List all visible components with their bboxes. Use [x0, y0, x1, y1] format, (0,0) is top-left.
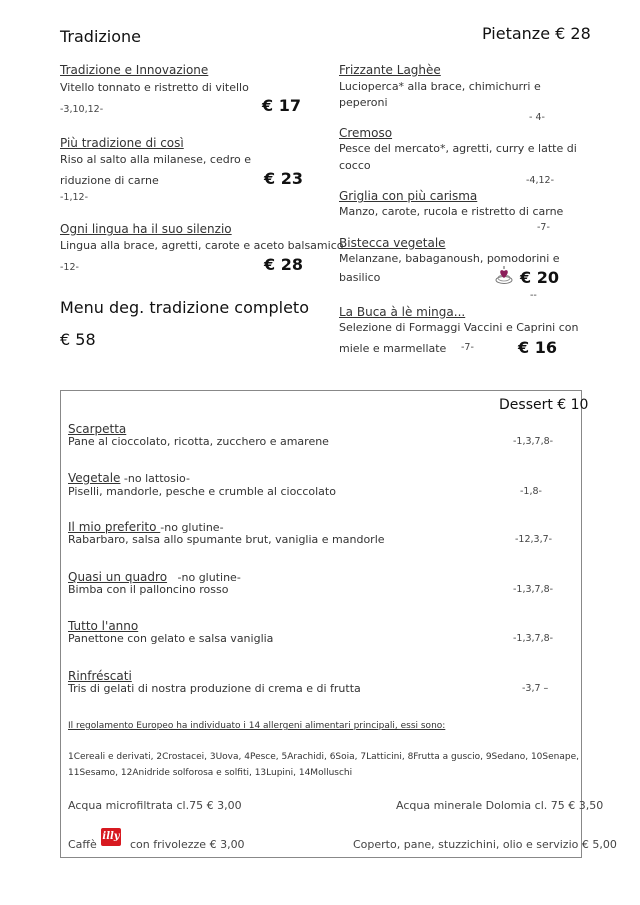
dish-desc: peperoni — [339, 96, 388, 109]
dessert-name: Vegetale — [68, 471, 121, 485]
dish-allergens: -1,12- — [60, 192, 89, 203]
dish-name: La Buca à lè minga... — [339, 305, 466, 319]
dish-name: Tradizione e Innovazione — [60, 63, 209, 77]
dish-desc: Melanzane, babaganoush, pomodorini e — [339, 252, 560, 265]
dish-price: € 23 — [264, 169, 303, 188]
dessert-name: Il mio preferito — [68, 520, 161, 534]
section-title-tradizione: Tradizione — [60, 27, 142, 46]
dessert-note: -no lattosio- — [120, 472, 190, 485]
dessert-box — [60, 390, 582, 858]
dish-desc: cocco — [339, 159, 371, 172]
dish-allergens: -- — [530, 290, 537, 301]
dish-name: Più tradizione di così — [60, 136, 184, 150]
dessert-desc: Piselli, mandorle, pesche e crumble al cioccolato — [68, 485, 336, 498]
dish-allergens: - 4- — [529, 112, 545, 123]
dish-desc: Lingua alla brace, agretti, carote e aceto balsamico — [60, 239, 344, 252]
coffee-label: Caffè — [68, 838, 97, 851]
dessert-name: Tutto l'anno — [68, 619, 139, 633]
dessert-desc: Panettone con gelato e salsa vaniglia — [68, 632, 274, 645]
dessert-allergens: -1,8- — [520, 486, 542, 497]
dish-allergens: -12- — [60, 262, 79, 273]
dish-name: Bistecca vegetale — [339, 236, 446, 250]
dish-desc: Lucioperca* alla brace, chimichurri e — [339, 80, 541, 93]
menu-deg-title: Menu deg. tradizione completo — [60, 298, 309, 317]
dish-name: Cremoso — [339, 126, 393, 140]
dish-price: € 28 — [264, 255, 303, 274]
dessert-allergens: -1,3,7,8- — [513, 436, 554, 447]
dessert-title: Dessert € 10 — [499, 397, 589, 413]
dish-allergens: -3,10,12- — [60, 104, 104, 115]
section-title-pietanze: Pietanze € 28 — [482, 24, 591, 43]
dish-desc: Selezione di Formaggi Vaccini e Caprini con — [339, 321, 579, 334]
dish-allergens: -7- — [537, 222, 550, 233]
dessert-desc: Tris di gelati di nostra produzione di crema e di frutta — [68, 682, 361, 695]
menu-deg-price: € 58 — [60, 330, 96, 349]
dessert-note: -no glutine- — [160, 521, 224, 534]
allergen-list: 11Sesamo, 12Anidride solforosa e solfiti, 13Lupini, 14Molluschi — [68, 768, 353, 778]
dish-desc: Vitello tonnato e ristretto di vitello — [60, 81, 249, 94]
dish-allergens: -4,12- — [526, 175, 555, 186]
coffee-price: con frivolezze € 3,00 — [130, 838, 245, 851]
allergen-list: 1Cereali e derivati, 2Crostacei, 3Uova, 4Pesce, 5Arachidi, 6Soia, 7Latticini, 8Frutta a guscio, 9Sedano, 10Senape, — [68, 752, 579, 762]
dish-price: € 17 — [262, 96, 301, 115]
dessert-allergens: -1,3,7,8- — [513, 584, 554, 595]
dessert-item — [68, 467, 190, 486]
dessert-name: Rinfréscati — [68, 669, 132, 683]
water-microfiltrata: Acqua microfiltrata cl.75 € 3,00 — [68, 799, 242, 812]
dessert-desc: Rabarbaro, salsa allo spumante brut, vaniglia e mandorle — [68, 533, 385, 546]
dish-desc: Riso al salto alla milanese, cedro e — [60, 153, 251, 166]
illy-logo: illy — [101, 828, 121, 846]
dish-desc: Manzo, carote, rucola e ristretto di carne — [339, 205, 564, 218]
dessert-name: Quasi un quadro — [68, 570, 168, 584]
dish-name: Griglia con più carisma — [339, 189, 478, 203]
dessert-allergens: -3,7 – — [522, 683, 549, 694]
dish-name: Ogni lingua ha il suo silenzio — [60, 222, 232, 236]
dessert-note: -no glutine- — [167, 571, 241, 584]
coperto: Coperto, pane, stuzzichini, olio e servizio € 5,00 — [353, 838, 617, 851]
heart-leaf-icon — [494, 265, 514, 285]
dish-price: € 20 — [520, 268, 559, 287]
dessert-desc: Pane al cioccolato, ricotta, zucchero e amarene — [68, 435, 329, 448]
water-minerale: Acqua minerale Dolomia cl. 75 € 3,50 — [396, 799, 604, 812]
dish-name: Frizzante Laghèe — [339, 63, 441, 77]
dessert-allergens: -1,3,7,8- — [513, 633, 554, 644]
dessert-name: Scarpetta — [68, 422, 127, 436]
dish-price: € 16 — [518, 338, 557, 357]
dish-desc: miele e marmellate — [339, 342, 447, 355]
dish-desc: Pesce del mercato*, agretti, curry e latte di — [339, 142, 577, 155]
dish-allergens: -7- — [461, 342, 474, 353]
dish-desc: riduzione di carne — [60, 174, 159, 187]
dessert-desc: Bimba con il palloncino rosso — [68, 583, 229, 596]
dish-desc: basilico — [339, 271, 381, 284]
dessert-allergens: -12,3,7- — [515, 534, 553, 545]
allergen-regulation: Il regolamento Europeo ha individuato i 14 allergeni alimentari principali, essi sono: — [68, 721, 446, 731]
